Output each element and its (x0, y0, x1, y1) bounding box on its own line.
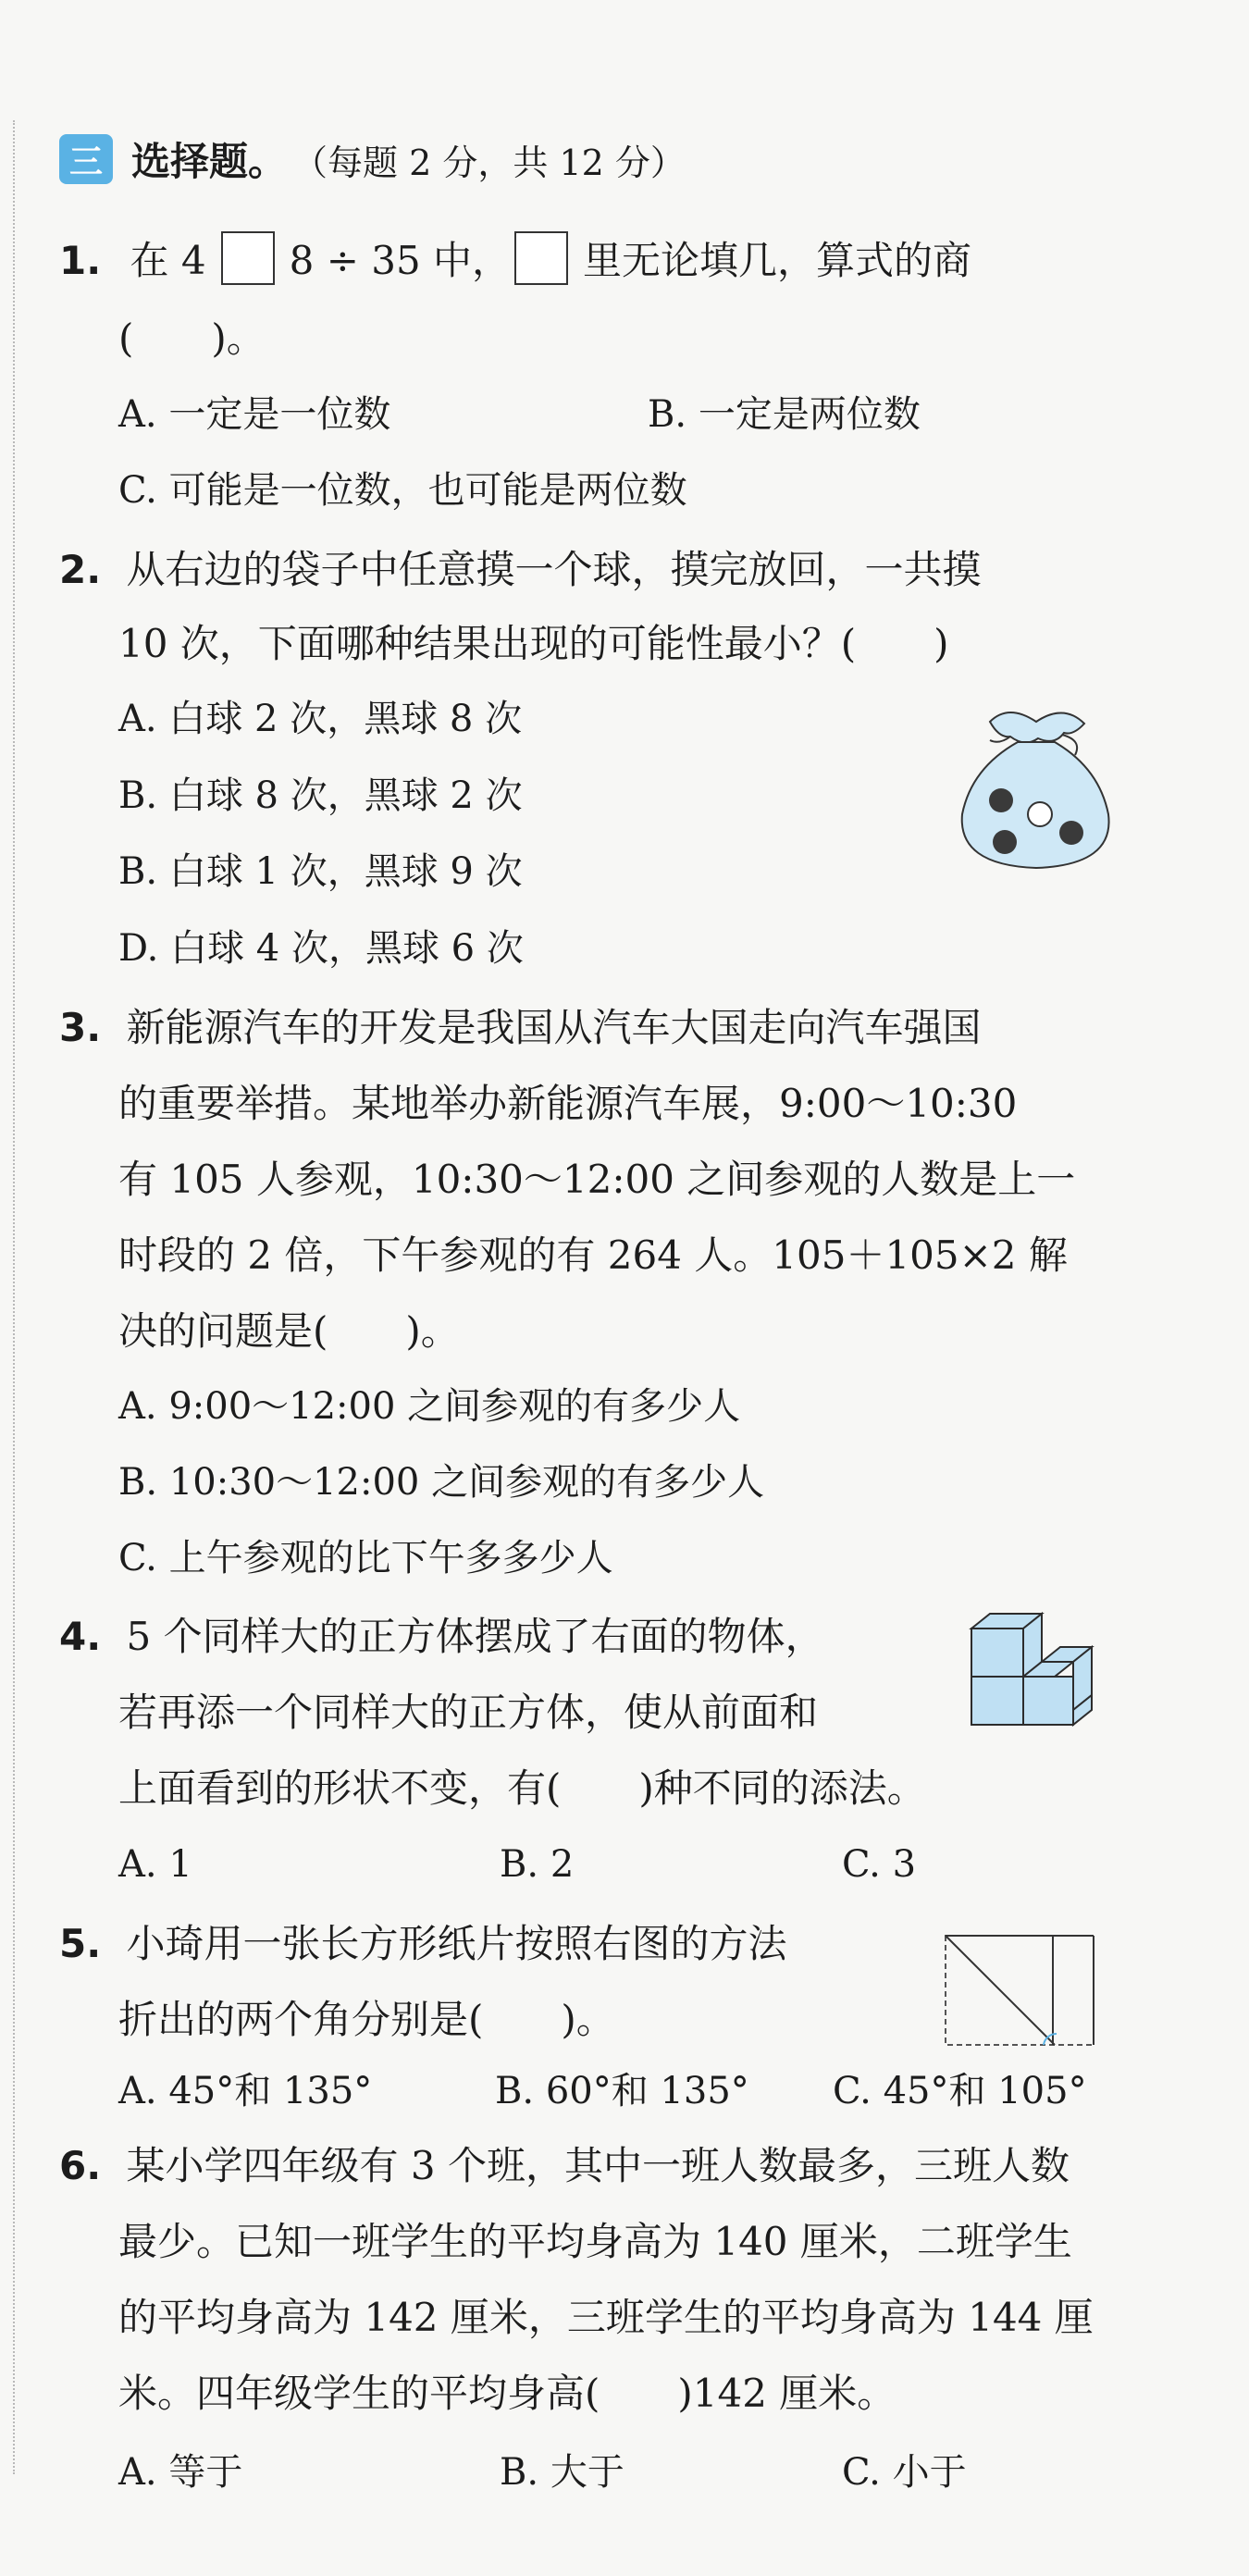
question-3 (59, 1005, 982, 1050)
q3-line-1: 新能源汽车的开发是我国从汽车大国走向汽车强国 (126, 1005, 982, 1050)
question-5 (59, 1921, 787, 1966)
blank-box[interactable] (514, 231, 568, 285)
answer-paren[interactable]: ( )。 (118, 316, 266, 361)
option-c[interactable]: C. 3 (842, 1843, 917, 1886)
cube-stack-figure (953, 1610, 1101, 1749)
option-c[interactable]: C. 上午参观的比下午多多少人 (118, 1537, 613, 1579)
q6-line-4: 米。四年级学生的平均身高( )142 厘米。 (118, 2371, 897, 2416)
q3-line-4: 时段的 2 倍，下午参观的有 264 人。105＋105×2 解 (118, 1232, 1068, 1278)
question-6 (59, 2143, 1070, 2188)
section-header (59, 131, 686, 187)
q5-line-1: 小琦用一张长方形纸片按照右图的方法 (126, 1921, 787, 1966)
paper-outline (946, 1936, 1094, 2045)
option-b[interactable]: B. 白球 8 次，黑球 2 次 (118, 774, 523, 817)
option-a[interactable]: A. 45°和 135° (118, 2070, 373, 2112)
option-b[interactable]: B. 大于 (500, 2451, 624, 2494)
option-c[interactable]: C. 可能是一位数，也可能是两位数 (118, 469, 687, 512)
q6-line-3: 的平均身高为 142 厘米，三班学生的平均身高为 144 厘 (118, 2295, 1094, 2340)
q4-line-2: 若再添一个同样大的正方体，使从前面和 (118, 1690, 819, 1735)
cube-front (971, 1677, 1023, 1725)
option-b[interactable]: B. 一定是两位数 (648, 393, 921, 436)
q4-line-1: 5 个同样大的正方体摆成了右面的物体， (126, 1614, 824, 1659)
blank-box[interactable] (221, 231, 275, 285)
option-a[interactable]: A. 1 (118, 1843, 192, 1886)
question-1 (59, 231, 971, 285)
option-b[interactable]: B. 60°和 135° (495, 2070, 749, 2112)
cube-front (1021, 1677, 1073, 1725)
section-title: 选择题。 (131, 139, 288, 184)
q1-text-post: 里无论填几，算式的商 (583, 238, 972, 283)
question-number: 3. (59, 1005, 102, 1050)
folded-paper-figure (944, 1932, 1101, 2052)
q2-line-1: 从右边的袋子中任意摸一个球，摸完放回，一共摸 (126, 547, 982, 592)
q3-line-3: 有 105 人参观，10:30～12:00 之间参观的人数是上一 (118, 1157, 1076, 1202)
question-number: 5. (59, 1921, 102, 1966)
q1-text-pre: 在 4 (130, 238, 206, 283)
question-4 (59, 1614, 824, 1659)
question-number: 6. (59, 2143, 102, 2188)
option-b[interactable]: B. 10:30～12:00 之间参观的有多少人 (118, 1461, 765, 1504)
black-ball (993, 830, 1017, 854)
q2-line-2: 10 次，下面哪种结果出现的可能性最小？( ) (118, 621, 949, 666)
q1-text-mid: 8 ÷ 35 中， (289, 238, 512, 283)
option-a[interactable]: A. 等于 (118, 2451, 243, 2494)
section-badge: 三 (59, 134, 113, 184)
q6-line-1: 某小学四年级有 3 个班，其中一班人数最多，三班人数 (126, 2143, 1070, 2188)
question-number: 2. (59, 547, 102, 592)
ball-bag-figure (953, 694, 1119, 879)
margin-dotted-line (13, 120, 15, 2474)
option-d[interactable]: D. 白球 4 次，黑球 6 次 (118, 927, 524, 970)
option-c[interactable]: C. 45°和 105° (833, 2070, 1087, 2112)
option-a[interactable]: A. 9:00～12:00 之间参观的有多少人 (118, 1385, 741, 1428)
option-b-duplicate[interactable]: B. 白球 1 次，黑球 9 次 (118, 850, 523, 893)
white-ball (1028, 802, 1052, 826)
q3-line-5: 决的问题是( )。 (118, 1308, 460, 1354)
q3-line-2: 的重要举措。某地举办新能源汽车展，9:00～10:30 (118, 1081, 1018, 1126)
q6-line-2: 最少。已知一班学生的平均身高为 140 厘米，二班学生 (118, 2219, 1072, 2264)
fold-line-diagonal (946, 1936, 1055, 2045)
q5-line-2: 折出的两个角分别是( )。 (118, 1997, 615, 2042)
black-ball (989, 788, 1013, 812)
option-c[interactable]: C. 小于 (842, 2451, 967, 2494)
q4-line-3: 上面看到的形状不变，有( )种不同的添法。 (118, 1765, 926, 1811)
question-2 (59, 547, 982, 592)
question-number: 1. (59, 238, 102, 283)
option-a[interactable]: A. 一定是一位数 (118, 393, 391, 436)
section-score-note: （每题 2 分，共 12 分） (292, 142, 686, 183)
option-b[interactable]: B. 2 (500, 1843, 575, 1886)
option-a[interactable]: A. 白球 2 次，黑球 8 次 (118, 698, 523, 740)
cube-front (971, 1629, 1023, 1677)
black-ball (1059, 821, 1083, 845)
question-number: 4. (59, 1614, 102, 1659)
